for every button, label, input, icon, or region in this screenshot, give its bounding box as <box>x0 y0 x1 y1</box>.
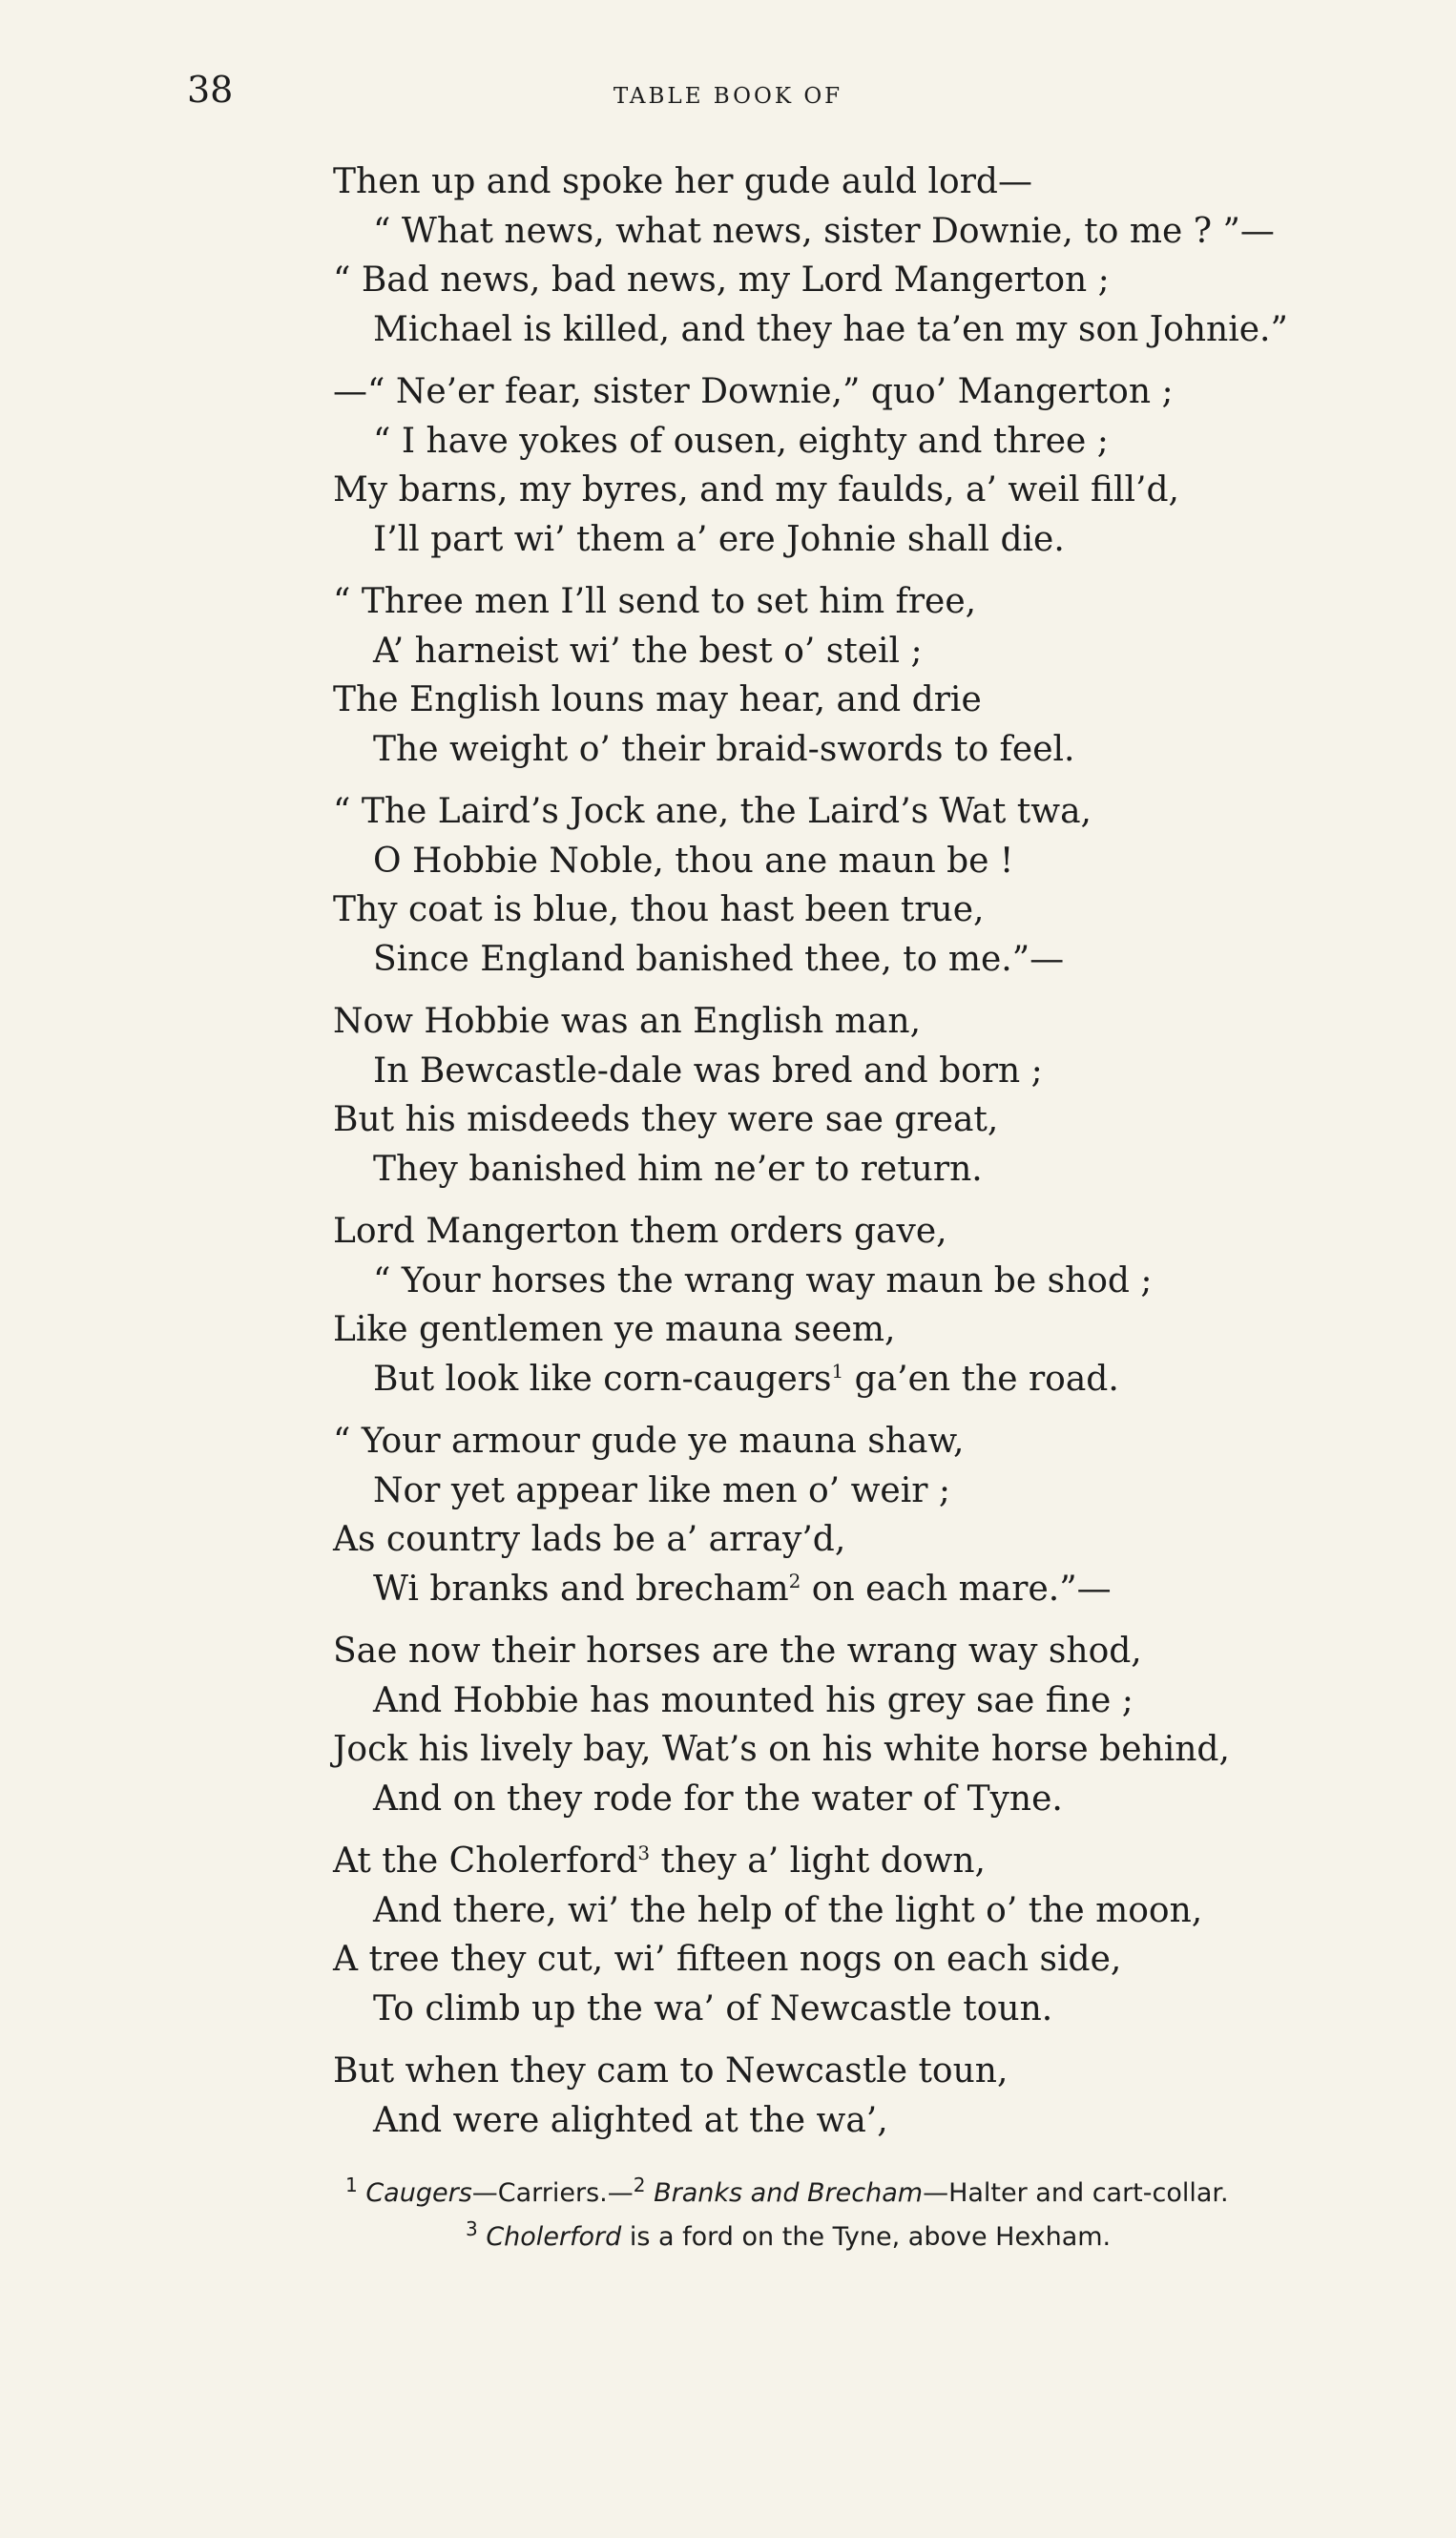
poem-line: “ Your armour gude ye mauna shaw, <box>333 1422 965 1461</box>
poem-line: I’ll part wi’ them a’ ere Johnie shall die. <box>373 519 1065 559</box>
poem-line: And were alighted at the wa’, <box>373 2100 888 2140</box>
poem-line: They banished him ne’er to return. <box>373 1149 983 1189</box>
footnote-ref-1: 1 <box>831 1359 844 1383</box>
poem-line: “ Bad news, bad news, my Lord Mangerton ; <box>333 260 1110 300</box>
stanza <box>333 2047 1383 2145</box>
stanza <box>333 1837 1383 2033</box>
stanza <box>333 1627 1383 1823</box>
poem-line: —“ Ne’er fear, sister Downie,” quo’ Mangerton ; <box>333 372 1174 411</box>
stanza <box>333 1417 1383 1613</box>
stanza <box>333 1207 1383 1404</box>
footnote-mark-3: 3 <box>466 2217 478 2240</box>
poem-line <box>333 1355 1383 1404</box>
poem-line: And Hobbie has mounted his grey sae fine ; <box>373 1680 1134 1720</box>
poem-body <box>333 157 1383 2145</box>
poem-line: Sae now their horses are the wrang way shod, <box>333 1632 1142 1671</box>
poem-line: Now Hobbie was an English man, <box>333 1002 922 1041</box>
poem-line: “ Your horses the wrang way maun be shod ; <box>373 1260 1153 1300</box>
poem-line: To climb up the wa’ of Newcastle toun. <box>373 1988 1053 2028</box>
poem-line: “ Three men I’ll send to set him free, <box>333 582 977 621</box>
page-number: 38 <box>187 69 234 111</box>
running-head: TABLE BOOK OF <box>613 84 843 109</box>
line-text: on each mare.”— <box>801 1569 1112 1609</box>
poem-line <box>333 1837 1383 1886</box>
stanza <box>333 157 1383 354</box>
line-text: At the Cholerford <box>333 1841 638 1881</box>
footnote-ref-2: 2 <box>788 1569 801 1592</box>
poem-line: And on they rode for the water of Tyne. <box>373 1779 1063 1819</box>
footnote-mark-2: 2 <box>633 2174 646 2196</box>
stanza <box>333 367 1383 564</box>
stanza <box>333 577 1383 774</box>
footnote-ref-3: 3 <box>637 1841 651 1864</box>
poem-line: A tree they cut, wi’ fifteen nogs on each side, <box>333 1940 1122 1979</box>
poem-line: Since England banished thee, to me.”— <box>373 939 1065 979</box>
footnote-term-cholerford: Cholerford <box>486 2222 622 2252</box>
poem-line: But when they cam to Newcastle toun, <box>333 2051 1009 2091</box>
poem-line: “ The Laird’s Jock ane, the Laird’s Wat twa, <box>333 792 1092 831</box>
poem-line: O Hobbie Noble, thou ane maun be ! <box>373 841 1014 881</box>
footnote-line <box>345 2216 1414 2259</box>
footnote-text: —Carriers.— <box>471 2178 634 2208</box>
poem-line: Thy coat is blue, thou hast been true, <box>333 890 985 929</box>
line-text: Wi branks and brecham <box>373 1569 789 1609</box>
poem-line: And there, wi’ the help of the light o’ the moon, <box>373 1890 1203 1930</box>
poem-line: My barns, my byres, and my faulds, a’ weil fill’d, <box>333 470 1179 510</box>
poem-line: Jock his lively bay, Wat’s on his white horse behind, <box>333 1730 1230 1769</box>
poem-line: Michael is killed, and they hae ta’en my son Johnie.” <box>373 309 1288 349</box>
stanza <box>333 997 1383 1194</box>
poem-line: But his misdeeds they were sae great, <box>333 1100 999 1139</box>
poem-line <box>333 1565 1383 1614</box>
line-text: ga’en the road. <box>843 1359 1119 1399</box>
poem-line: As country lads be a’ array’d, <box>333 1520 846 1559</box>
footnote-text: is a ford on the Tyne, above Hexham. <box>621 2222 1112 2252</box>
footnotes <box>345 2172 1414 2259</box>
poem-line: Then up and spoke her gude auld lord— <box>333 162 1032 201</box>
poem-line: Like gentlemen ye mauna seem, <box>333 1310 896 1349</box>
poem-line: A’ harneist wi’ the best o’ steil ; <box>373 631 923 671</box>
poem-line: Lord Mangerton them orders gave, <box>333 1212 947 1251</box>
line-text: But look like corn-caugers <box>373 1359 832 1399</box>
poem-line: “ I have yokes of ousen, eighty and three ; <box>373 421 1109 461</box>
poem-line: In Bewcastle-dale was bred and born ; <box>373 1051 1043 1091</box>
poem-line: The weight o’ their braid-swords to feel. <box>373 729 1075 769</box>
stanza <box>333 787 1383 984</box>
footnote-mark-1: 1 <box>345 2174 358 2196</box>
poem-line: “ What news, what news, sister Downie, to me ? ”— <box>373 211 1275 251</box>
footnote-text: —Halter and cart-collar. <box>923 2178 1229 2208</box>
poem-line: Nor yet appear like men o’ weir ; <box>373 1470 950 1510</box>
footnote-term-branks: Branks and Brecham <box>654 2178 924 2208</box>
footnote-line <box>345 2172 1414 2216</box>
footnote-term-caugers: Caugers <box>365 2178 472 2208</box>
poem-line: The English louns may hear, and drie <box>333 680 982 719</box>
line-text: they a’ light down, <box>650 1841 986 1881</box>
